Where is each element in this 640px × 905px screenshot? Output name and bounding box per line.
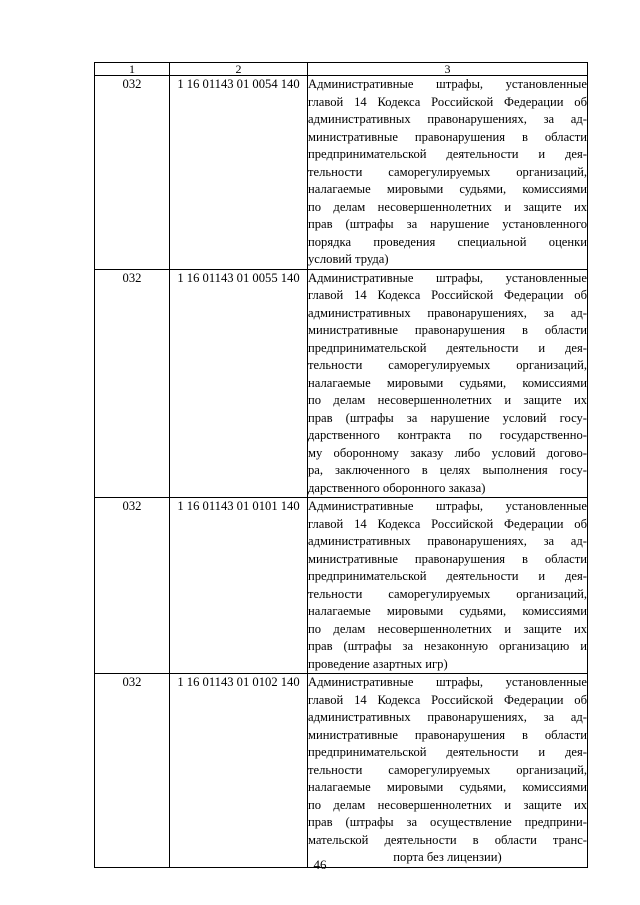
- revenue-description-cell: [308, 269, 588, 498]
- description-line: министративные правонарушения в области: [308, 551, 587, 566]
- admin-code-cell: 032: [95, 76, 170, 270]
- description-line: мательской деятельности в области транс-: [308, 832, 587, 847]
- description-line: порядка проведения специальной оценки: [308, 234, 587, 249]
- table-header-row: [95, 63, 588, 76]
- description-line: порта без лицензии): [393, 850, 502, 864]
- description-line: тельности саморегулируемых организаций,: [308, 164, 587, 179]
- description-line: дарственного контракта по государственно-: [308, 428, 587, 442]
- description-line: по делам несовершеннолетних и защите их: [308, 393, 587, 407]
- description-line: проведение азартных игр): [308, 656, 448, 671]
- description-line: главой 14 Кодекса Российской Федерации об: [308, 516, 587, 531]
- description-line: ра, заключенного в целях выполнения госу-: [308, 463, 587, 477]
- description-line: административных правонарушениях, за ад-: [308, 305, 587, 320]
- description-line: тельности саморегулируемых организаций,: [308, 358, 587, 372]
- description-line: по делам несовершеннолетних и защите их: [308, 797, 587, 812]
- description-line: по делам несовершеннолетних и защите их: [308, 621, 587, 636]
- description-line: административных правонарушениях, за ад-: [308, 112, 587, 126]
- description-line: налагаемые мировыми судьями, комиссиями: [308, 375, 587, 390]
- page-number: 46: [313, 857, 327, 872]
- description-line: Административные штрафы, установленные: [308, 675, 587, 689]
- table-row: [95, 498, 588, 674]
- description-line: министративные правонарушения в области: [308, 727, 587, 742]
- description-line: министративные правонарушения в области: [308, 323, 587, 337]
- description-line: налагаемые мировыми судьями, комиссиями: [308, 182, 587, 196]
- description-line: прав (штрафы за нарушение установленного: [308, 217, 587, 231]
- admin-code-cell: 032: [95, 269, 170, 498]
- description-line: административных правонарушениях, за ад-: [308, 534, 587, 548]
- description-line: министративные правонарушения в области: [308, 129, 587, 144]
- description-line: условий труда): [308, 252, 389, 266]
- description-line: предпринимательской деятельности и дея-: [308, 569, 587, 583]
- admin-code-cell: 032: [95, 674, 170, 868]
- description-line: дарственного оборонного заказа): [308, 480, 486, 495]
- budget-classification-code-cell: 1 16 01143 01 0101 140: [170, 498, 308, 674]
- revenue-description-cell: [308, 498, 588, 674]
- description-line: тельности саморегулируемых организаций,: [308, 586, 587, 601]
- description-line: налагаемые мировыми судьями, комиссиями: [308, 780, 587, 794]
- table-row: [95, 269, 588, 498]
- column-header-2: 2: [170, 63, 308, 76]
- budget-classification-code-cell: 1 16 01143 01 0055 140: [170, 269, 308, 498]
- description-line: прав (штрафы за незаконную организацию и: [308, 639, 587, 653]
- description-line: прав (штрафы за нарушение условий госу-: [308, 410, 587, 425]
- column-header-1: 1: [95, 63, 170, 76]
- description-line: тельности саморегулируемых организаций,: [308, 762, 587, 777]
- table-row: [95, 76, 588, 270]
- revenue-description-cell: [308, 674, 588, 868]
- description-line: налагаемые мировыми судьями, комиссиями: [308, 604, 587, 618]
- description-line: предпринимательской деятельности и дея-: [308, 745, 587, 759]
- budget-classification-code-cell: 1 16 01143 01 0054 140: [170, 76, 308, 270]
- column-header-3: 3: [308, 63, 588, 76]
- description-line: му оборонному заказу либо условий догово-: [308, 445, 587, 460]
- budget-code-table: [94, 62, 588, 868]
- admin-code-cell: 032: [95, 498, 170, 674]
- description-line: Административные штрафы, установленные: [308, 499, 587, 513]
- description-line: Административные штрафы, установленные: [308, 77, 587, 91]
- revenue-description-cell: [308, 76, 588, 270]
- table-row: [95, 674, 588, 868]
- description-line: Административные штрафы, установленные: [308, 270, 587, 285]
- description-line: предпринимательской деятельности и дея-: [308, 147, 587, 161]
- description-line: по делам несовершеннолетних и защите их: [308, 199, 587, 214]
- description-line: главой 14 Кодекса Российской Федерации об: [308, 288, 587, 302]
- budget-classification-code-cell: 1 16 01143 01 0102 140: [170, 674, 308, 868]
- description-line: предпринимательской деятельности и дея-: [308, 340, 587, 355]
- description-line: прав (штрафы за осуществление предприни-: [308, 815, 587, 829]
- description-line: главой 14 Кодекса Российской Федерации об: [308, 94, 587, 109]
- description-line: главой 14 Кодекса Российской Федерации об: [308, 692, 587, 707]
- description-line: административных правонарушениях, за ад-: [308, 710, 587, 724]
